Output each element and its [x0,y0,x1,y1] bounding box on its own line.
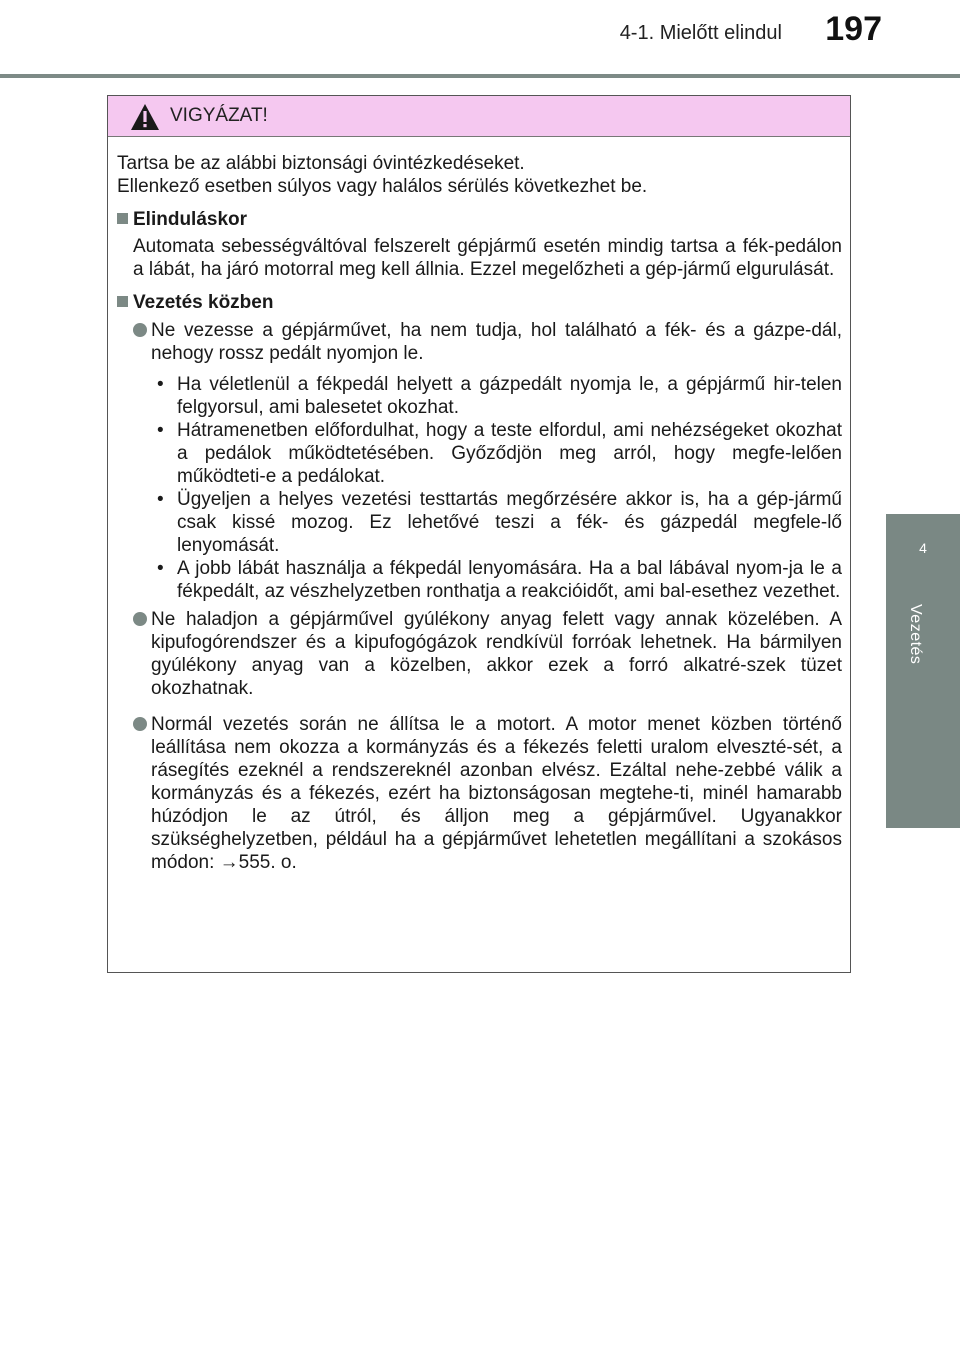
warning-content [117,152,842,874]
warning-title: VIGYÁZAT! [170,105,268,126]
warning-header [108,96,850,137]
sub-bullet-list [117,373,842,603]
sub-bullet-item [117,419,842,488]
sub-bullet-text: Hátramenetben előfordulhat, hogy a teste elfordul, ami nehézségeket okozhat a pedálok működtetésében. Győződjön meg arról, hogy megfe-lelően működteti-e a pedálokat. [177,420,842,487]
sub-bullet-text: Ha véletlenül a fékpedál helyett a gázpedált nyomja le, a gépjármű hir-telen felgyorsul, ami balesetet okozhat. [177,374,842,418]
circle-bullet-icon [133,323,147,337]
list-item [117,319,842,365]
list-item [117,608,842,700]
list-item-text: Ne haladjon a gépjárművel gyúlékony anyag felett vagy annak közelében. A kipufogórendszer és a kipufogógázok rendkívül forróak lehetnek. Ha bármilyen gyúlékony anyag van a közelben, akkor ezek a forró alkatré-szek tüzet okozhatnak. [151,609,842,699]
chapter-label: Vezetés [907,604,924,665]
page-header [0,0,960,80]
chapter-number: 4 [919,540,927,556]
warning-intro [117,152,842,198]
header-rule [0,74,960,78]
section-heading-driving [117,291,842,314]
dot-bullet-icon: • [157,374,164,395]
section-title: 4-1. Mielőtt elindul [619,22,782,44]
circle-bullet-icon [133,717,147,731]
section-text: Automata sebességváltóval felszerelt gépjármű esetén mindig tartsa a fék-pedálon a lábát, ha járó motorral meg kell állnia. Ezzel megelőzheti a gép-jármű elgurulását. [133,236,842,280]
section-heading-starting [117,208,842,231]
warning-triangle-icon [130,103,160,131]
sub-bullet-text: A jobb lábát használja a fékpedál lenyomására. Ha a bal lábával nyom-ja le a fékpedált, az vészhelyzetben ronthatja a reakcióidőt, ami bal-esethez vezethet. [177,558,842,602]
page-number: 197 [825,10,882,48]
sub-bullet-item [117,488,842,557]
dot-bullet-icon: • [157,420,164,441]
circle-bullet-icon [133,612,147,626]
intro-line: Ellenkező esetben súlyos vagy halálos sérülés következhet be. [117,176,648,197]
sub-bullet-text: Ügyeljen a helyes vezetési testtartás megőrzésére akkor is, ha a gép-jármű csak kissé mozog. Ez lehetővé teszi a fék- és gázpedál megfele-lő lenyomását. [177,489,842,556]
list-item-text: Ne vezesse a gépjárművet, ha nem tudja, hol található a fék- és a gázpe-dál, nehogy rossz pedált nyomjon le. [151,320,842,364]
section-heading-text: Vezetés közben [133,292,274,313]
dot-bullet-icon: • [157,558,164,579]
square-bullet-icon [117,296,128,307]
warning-box [107,95,851,973]
square-bullet-icon [117,213,128,224]
spacer [117,700,842,708]
list-item-text: Normál vezetés során ne állítsa le a motort. A motor menet közben történő leállítása nem okozza a kormányzás és a fékezés feletti uralom elveszté-sét, a rásegítés ezeknél a rendszereknél azonban elvész. Ezáltal nehe-zebbé válik a kormányzás és a fékezés, ezért ha biztonságosan megtehe-ti, minél hamarabb húzódjon le az útról, és álljon meg a gépjárművel. Ugyanakkor szükséghelyzetben, például ha a gépjárművet lehetetlen megállítani a szokásos módon: →555. o. [151,714,842,873]
list-item [117,713,842,874]
chapter-tab [886,514,960,596]
section-heading-text: Elinduláskor [133,209,248,230]
intro-line: Tartsa be az alábbi biztonsági óvintézkedéseket. [117,153,525,174]
sub-bullet-item [117,373,842,419]
dot-bullet-icon: • [157,489,164,510]
sub-bullet-item [117,557,842,603]
